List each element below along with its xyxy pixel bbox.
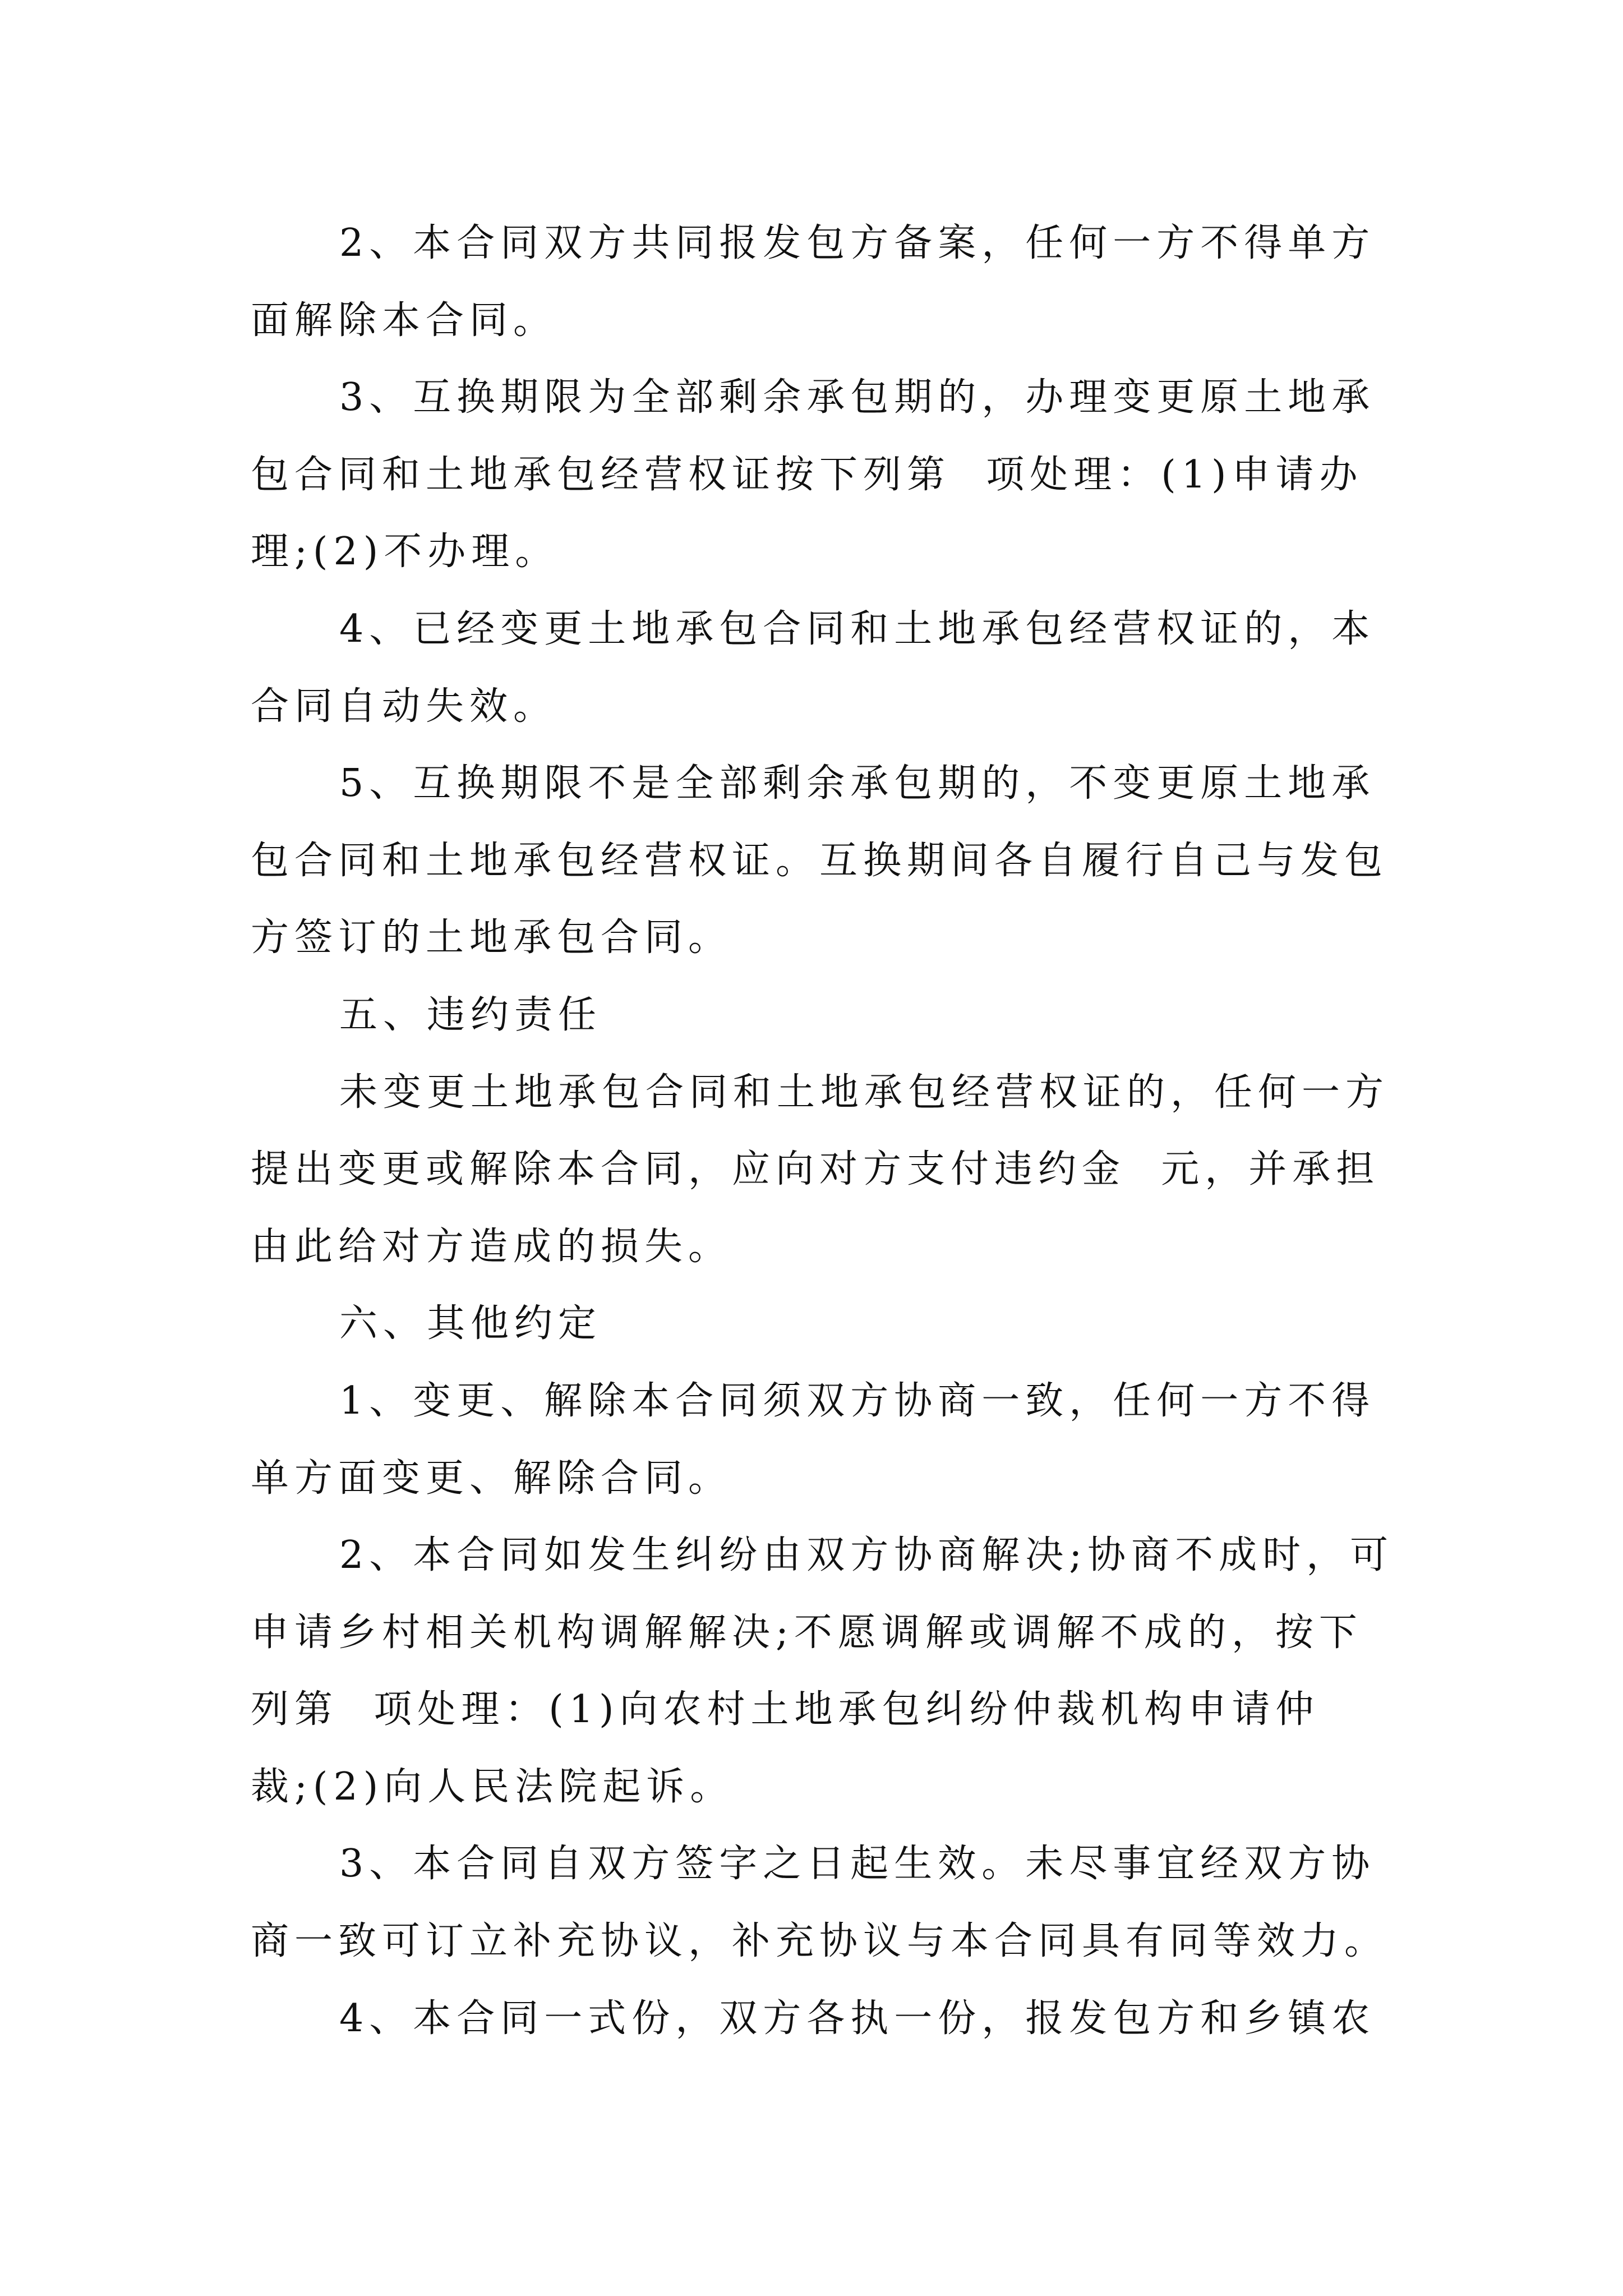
paragraph-line: 2、本合同双方共同报发包方备案，任何一方不得单方 — [339, 221, 1376, 265]
paragraph-line: 方签订的土地承包合同。 — [251, 915, 732, 960]
paragraph-line: 4、本合同一式份，双方各执一份，报发包方和乡镇农 — [339, 1996, 1376, 2041]
paragraph-line: 裁;(2)向人民法院起诉。 — [251, 1764, 734, 1809]
paragraph-line: 4、已经变更土地承包合同和土地承包经营权证的，本 — [339, 606, 1376, 651]
paragraph-line: 列第 项处理：(1)向农村土地承包纠纷仲裁机构申请仲 — [251, 1687, 1320, 1732]
paragraph-line: 理;(2)不办理。 — [251, 530, 559, 574]
section-heading: 五、违约责任 — [339, 992, 602, 1037]
paragraph-line: 1、变更、解除本合同须双方协商一致，任何一方不得 — [339, 1378, 1376, 1423]
paragraph-line: 包合同和土地承包经营权证。互换期间各自履行自己与发包 — [251, 838, 1389, 883]
paragraph-line: 包合同和土地承包经营权证按下列第 项处理：(1)申请办 — [251, 452, 1363, 497]
paragraph-line: 2、本合同如发生纠纷由双方协商解决;协商不成时，可 — [339, 1533, 1394, 1578]
paragraph-line: 3、本合同自双方签字之日起生效。未尽事宜经双方协 — [339, 1842, 1376, 1887]
paragraph-line: 提出变更或解除本合同，应向对方支付违约金 元，并承担 — [251, 1147, 1380, 1192]
section-heading: 六、其他约定 — [339, 1301, 602, 1346]
paragraph-line: 商一致可订立补充协议，补充协议与本合同具有同等效力。 — [251, 1919, 1389, 1964]
paragraph-line: 未变更土地承包合同和土地承包经营权证的，任何一方 — [339, 1070, 1390, 1115]
paragraph-line: 由此给对方造成的损失。 — [251, 1224, 732, 1269]
document-body — [251, 205, 1428, 2057]
paragraph-line: 5、互换期限不是全部剩余承包期的，不变更原土地承 — [339, 761, 1376, 806]
paragraph-line: 申请乡村相关机构调解解决;不愿调解或调解不成的，按下 — [251, 1610, 1363, 1655]
paragraph-line: 单方面变更、解除合同。 — [251, 1456, 732, 1501]
paragraph-line: 面解除本合同。 — [251, 298, 557, 343]
paragraph-line: 合同自动失效。 — [251, 684, 557, 729]
paragraph-line: 3、互换期限为全部剩余承包期的，办理变更原土地承 — [339, 375, 1376, 420]
